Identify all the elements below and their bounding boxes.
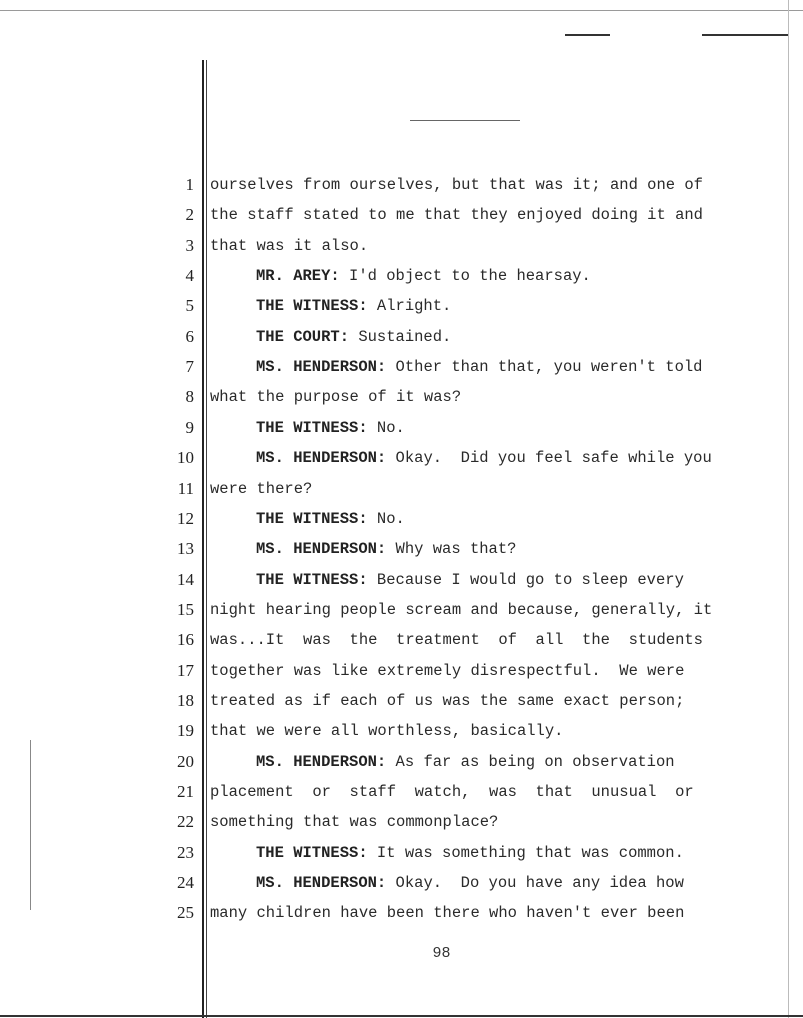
transcript-line xyxy=(0,261,803,291)
line-number: 6 xyxy=(185,326,194,346)
transcript-line xyxy=(0,170,803,200)
spoken-text: treated as if each of us was the same exact person; xyxy=(210,691,685,710)
spoken-text: Why was that? xyxy=(386,540,517,559)
line-text xyxy=(210,170,785,200)
line-text xyxy=(210,261,785,291)
spoken-text: that we were all worthless, basically. xyxy=(210,722,564,741)
top-scan-mark xyxy=(702,34,788,36)
line-text xyxy=(210,200,785,230)
scan-artifact xyxy=(410,120,520,121)
line-number: 9 xyxy=(185,417,194,437)
line-number: 8 xyxy=(185,387,194,407)
speaker-label: MS. HENDERSON: xyxy=(256,540,387,559)
transcript-line xyxy=(0,352,803,382)
transcript-line xyxy=(0,868,803,898)
speaker-label: THE WITNESS: xyxy=(256,297,368,316)
transcript-line xyxy=(0,443,803,473)
line-number: 24 xyxy=(177,873,194,893)
line-number: 23 xyxy=(177,842,194,862)
spoken-text: many children have been there who haven't ever been xyxy=(210,904,685,923)
transcript-line xyxy=(0,382,803,412)
line-text xyxy=(210,777,785,807)
line-number: 19 xyxy=(177,721,194,741)
top-scan-mark xyxy=(565,34,610,36)
transcript-line xyxy=(0,565,803,595)
speaker-label: THE WITNESS: xyxy=(256,509,368,528)
line-number: 18 xyxy=(177,690,194,710)
line-text xyxy=(210,838,785,868)
page-number: 98 xyxy=(432,945,451,962)
line-number: 22 xyxy=(177,812,194,832)
line-text xyxy=(210,747,785,777)
spoken-text: As far as being on observation xyxy=(386,752,675,771)
line-text xyxy=(210,382,785,412)
spoken-text: I'd object to the hearsay. xyxy=(339,267,591,286)
spoken-text: were there? xyxy=(210,479,313,498)
line-number: 11 xyxy=(177,478,194,498)
line-text xyxy=(210,898,785,928)
line-text xyxy=(210,322,785,352)
line-text xyxy=(210,504,785,534)
speaker-label: THE COURT: xyxy=(256,327,350,346)
transcript-line xyxy=(0,656,803,686)
spoken-text: Alright. xyxy=(367,297,452,316)
line-text xyxy=(210,474,785,504)
transcript-line xyxy=(0,534,803,564)
spoken-text: Because I would go to sleep every xyxy=(367,570,684,589)
transcript-line xyxy=(0,595,803,625)
top-scan-border xyxy=(0,10,803,11)
transcript-line xyxy=(0,898,803,928)
line-number: 7 xyxy=(185,357,194,377)
line-text xyxy=(210,656,785,686)
line-number: 25 xyxy=(177,903,194,923)
line-number: 2 xyxy=(185,205,194,225)
speaker-label: THE WITNESS: xyxy=(256,418,368,437)
line-number: 10 xyxy=(177,448,194,468)
spoken-text: the staff stated to me that they enjoyed doing it and xyxy=(210,206,703,225)
transcript-line xyxy=(0,747,803,777)
line-text xyxy=(210,625,785,655)
transcript-line xyxy=(0,807,803,837)
transcript-line xyxy=(0,322,803,352)
spoken-text: Okay. Do you have any idea how xyxy=(386,874,684,893)
spoken-text: Other than that, you weren't told xyxy=(386,358,703,377)
spoken-text: Okay. Did you feel safe while you xyxy=(386,449,712,468)
transcript-line xyxy=(0,504,803,534)
transcript-line xyxy=(0,200,803,230)
speaker-label: MS. HENDERSON: xyxy=(256,752,387,771)
line-number: 21 xyxy=(177,782,194,801)
line-number: 15 xyxy=(177,599,194,619)
transcript-line xyxy=(0,625,803,655)
line-text xyxy=(210,807,785,837)
transcript-line xyxy=(0,686,803,716)
spoken-text: that was it also. xyxy=(210,236,369,255)
transcript-line xyxy=(0,474,803,504)
line-number: 3 xyxy=(185,235,194,255)
line-number: 14 xyxy=(177,569,194,589)
transcript-line xyxy=(0,838,803,868)
bottom-scan-border xyxy=(0,1015,803,1017)
spoken-text: placement or staff watch, was that unusual or xyxy=(210,783,694,801)
transcript-line xyxy=(0,231,803,261)
spoken-text: ourselves from ourselves, but that was it; and one of xyxy=(210,176,703,194)
line-number: 16 xyxy=(177,630,194,650)
spoken-text: No. xyxy=(367,509,405,528)
line-text xyxy=(210,868,785,898)
line-text xyxy=(210,291,785,321)
line-number: 17 xyxy=(177,660,194,680)
speaker-label: MS. HENDERSON: xyxy=(256,874,387,893)
spoken-text: what the purpose of it was? xyxy=(210,388,462,407)
spoken-text: together was like extremely disrespectful. We were xyxy=(210,661,685,680)
line-number: 1 xyxy=(185,175,194,194)
speaker-label: MS. HENDERSON: xyxy=(256,358,387,377)
line-text xyxy=(210,716,785,746)
line-number: 20 xyxy=(177,751,194,771)
line-number: 13 xyxy=(177,539,194,559)
line-text xyxy=(210,534,785,564)
line-text xyxy=(210,565,785,595)
speaker-label: MR. AREY: xyxy=(256,267,340,286)
speaker-label: MS. HENDERSON: xyxy=(256,449,387,468)
line-text xyxy=(210,443,785,473)
line-text xyxy=(210,595,785,625)
spoken-text: something that was commonplace? xyxy=(210,813,499,832)
transcript-line xyxy=(0,777,803,807)
transcript-line xyxy=(0,291,803,321)
speaker-label: THE WITNESS: xyxy=(256,843,368,862)
spoken-text: night hearing people scream and because, generally, it xyxy=(210,600,713,619)
spoken-text: No. xyxy=(367,418,405,437)
line-number: 5 xyxy=(185,296,194,316)
line-text xyxy=(210,231,785,261)
line-number: 4 xyxy=(185,266,194,286)
spoken-text: It was something that was common. xyxy=(367,843,684,862)
line-text xyxy=(210,686,785,716)
line-number: 12 xyxy=(177,508,194,528)
transcript-line xyxy=(0,413,803,443)
line-text xyxy=(210,352,785,382)
spoken-text: was...It was the treatment of all the students xyxy=(210,631,703,650)
speaker-label: THE WITNESS: xyxy=(256,570,368,589)
line-text xyxy=(210,413,785,443)
spoken-text: Sustained. xyxy=(349,327,452,346)
transcript-line xyxy=(0,716,803,746)
